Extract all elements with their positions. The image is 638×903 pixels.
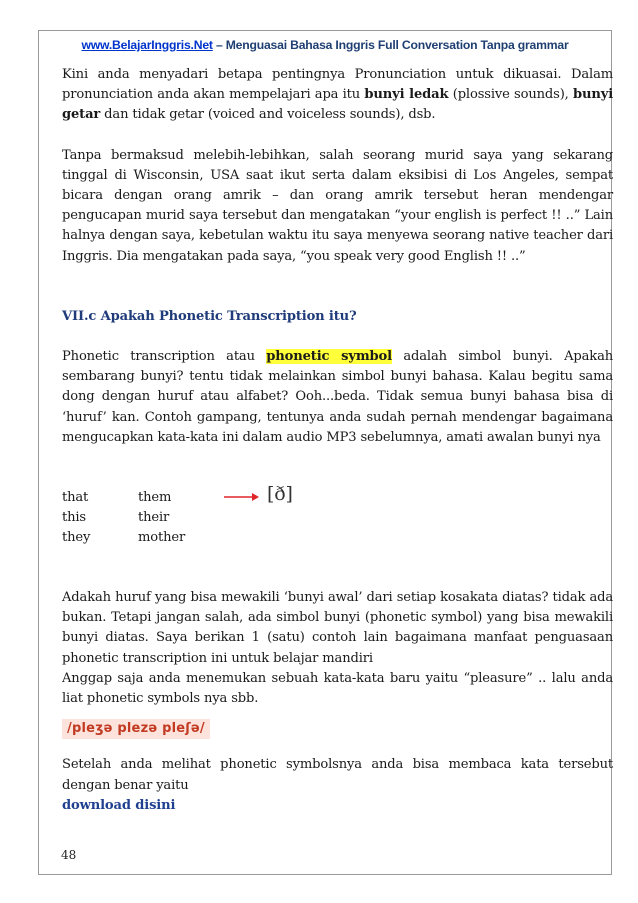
- paragraph-text: Kini anda menyadari betapa pentingnya Pronunciation untuk dikuasai. Dalam pronunciation anda akan mempelajari apa itu: [62, 67, 613, 103]
- bold-term-bunyi-ledak: bunyi ledak: [364, 87, 449, 103]
- paragraph-conclusion: Setelah anda melihat phonetic symbolsnya anda bisa membaca kata tersebut dengan benar yaitu: [62, 757, 613, 793]
- example-word: they: [62, 530, 91, 546]
- highlighted-term: phonetic symbol: [266, 349, 392, 365]
- page-header: [38, 38, 612, 52]
- example-word: that: [62, 490, 89, 506]
- example-word: mother: [138, 530, 186, 546]
- paragraph-intro: [62, 65, 613, 126]
- paragraph-phonetic-definition: [62, 347, 613, 448]
- example-word: this: [62, 510, 87, 526]
- paragraph-text: Phonetic transcription atau: [62, 349, 267, 365]
- header-site-link[interactable]: www.BelajarInggris.Net: [81, 38, 213, 52]
- paragraph-text: adalah simbol bunyi. Apakah sembarang bunyi? tentu tidak melainkan simbol bunyi bahasa. Kalau begitu sama dong dengan huruf atau alfabet? Ooh...beda. Tidak semua bunyi bahasa bisa di ‘huruf’ kan. Contoh gampang, tentunya anda sudah pernah mendengar bagaimana mengucapkan kata-kata ini dalam audio MP3 sebelumnya, amati awalan bunyi nya: [62, 349, 614, 445]
- paragraph-pleasure: Anggap saja anda menemukan sebuah kata-kata baru yaitu “pleasure” .. lalu anda liat phonetic symbols nya sbb.: [62, 670, 613, 707]
- header-title: – Menguasai Bahasa Inggris Full Conversation Tanpa grammar: [212, 38, 569, 52]
- paragraph-text: (plossive sounds),: [448, 87, 573, 103]
- right-arrow-icon: [224, 491, 260, 503]
- bold-term-bunyi-getar: bunyi getar: [62, 87, 614, 123]
- section-heading: VII.c Apakah Phonetic Transcription itu?: [62, 308, 357, 324]
- example-word: them: [138, 490, 172, 506]
- paragraph-text: dan tidak getar (voiced and voiceless sounds), dsb.: [100, 107, 436, 123]
- page-number: 48: [61, 848, 77, 862]
- paragraph-question: Adakah huruf yang bisa mewakili ‘bunyi awal’ dari setiap kosakata diatas? tidak ada bukan. Tetapi jangan salah, ada simbol bunyi (phonetic symbol) yang bisa mewakili bunyi diatas. Saya berikan 1 (satu) contoh lain bagaimana manfaat penguasaan phonetic transcription ini untuk belajar mandiri: [62, 590, 613, 666]
- phonetic-example-image: [62, 719, 613, 739]
- example-word-list: [62, 483, 613, 548]
- document-body: [62, 65, 613, 816]
- download-link[interactable]: download disini: [62, 797, 176, 813]
- phonetic-symbol-eth: [ð]: [267, 483, 293, 506]
- example-word: their: [138, 510, 170, 526]
- phonetic-example: /pleʒə plezə pleʃə/: [62, 719, 210, 739]
- paragraph-anecdote: Tanpa bermaksud melebih-lebihkan, salah seorang murid saya yang sekarang tinggal di Wisconsin, USA saat ikut serta dalam eksibisi di Los Angeles, sempat bicara dengan orang amrik – dan orang amrik tersebut heran mendengar pengucapan murid saya tersebut dan mengatakan “your english is perfect !! ..” Lain halnya dengan saya, kebetulan waktu itu saya menyewa seorang native teacher dari Inggris. Dia mengatakan pada saya, “you speak very good English !! ..”: [62, 147, 613, 264]
